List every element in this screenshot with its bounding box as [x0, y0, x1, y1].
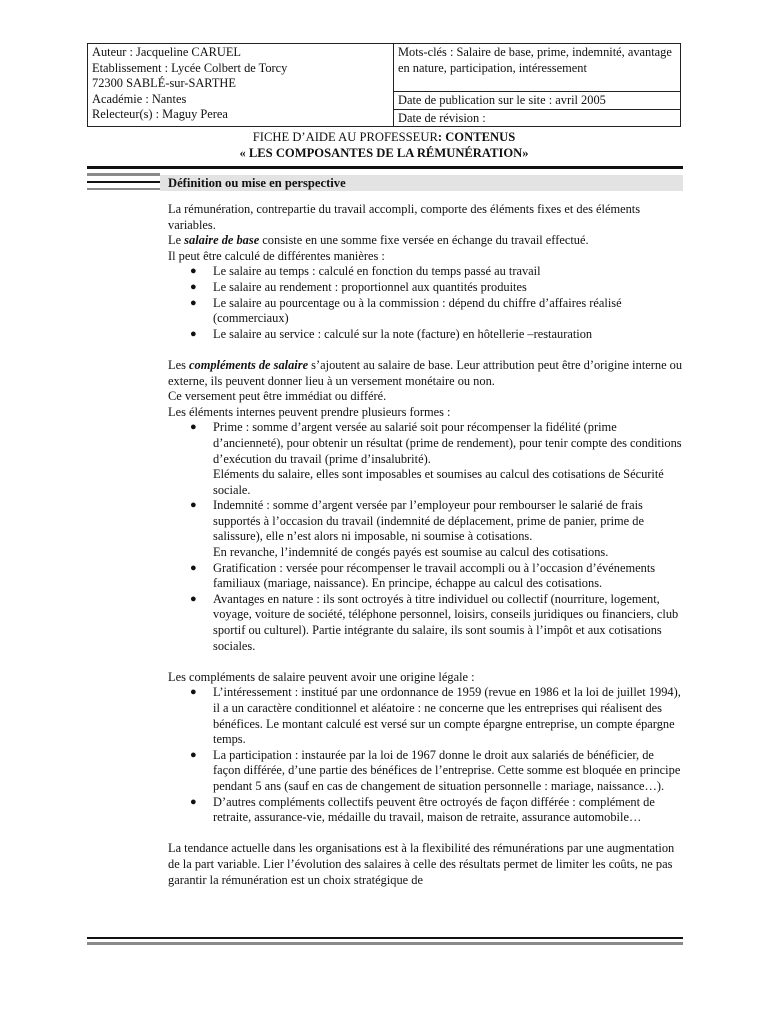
text-span: Le: [168, 233, 185, 248]
section-title: Définition ou mise en perspective: [168, 176, 346, 190]
bullet-icon: ●: [190, 421, 197, 434]
bullet-icon: ●: [190, 327, 197, 340]
bullet-list: [168, 420, 683, 654]
text-span: s’ajoutent au salaire de base. Leur attribution peut être d’origine interne ou externe, ils peuvent donner lieu à un versement monétaire ou non.: [168, 357, 683, 388]
city-line: 72300 SABLÉ-sur-SARTHE: [92, 76, 236, 91]
list-item-text: La participation : instaurée par la loi de 1967 donne le droit aux salariés de bénéficier, de façon différée, d’une partie des bénéfices de l’entreprise. Cette somme est bloquée en principe pendant 5 ans (sauf en cas de changement de situation personnelle : mariage, naissance…).: [213, 747, 681, 793]
school-line: Etablissement : Lycée Colbert de Torcy: [92, 60, 288, 75]
list-item: [190, 420, 683, 498]
bullet-icon: ●: [190, 265, 197, 278]
text-span: Les: [168, 357, 189, 372]
bullet-icon: ●: [190, 280, 197, 293]
list-item-text: Indemnité : somme d’argent versée par l’employeur pour rembourser le salarié de frais supportés à l’occasion du travail (indemnité de déplacement, prime de panier, prime de salissure), elle n’est alors ni imposable, ni soumise à cotisations.: [213, 498, 644, 544]
list-item-text: Le salaire au temps : calculé en fonction du temps passé au travail: [213, 264, 541, 279]
paragraph: Ce versement peut être immédiat ou différé.: [168, 389, 387, 404]
bullet-list: [168, 685, 683, 825]
term-complements-de-salaire: compléments de salaire: [189, 357, 309, 372]
bullet-icon: ●: [190, 748, 197, 761]
list-item: [190, 264, 683, 280]
bottom-rule-grey: [87, 942, 683, 945]
paragraph: La tendance actuelle dans les organisations est à la flexibilité des rémunérations par une augmentation de la part variable. Lier l’évolution des salaires à celle des résultats permet de limiter les coûts, ne pas garantir la rémunération est un choix stratégique de: [168, 841, 675, 887]
author-line: Auteur : Jacqueline CARUEL: [92, 45, 241, 59]
list-item-text: L’intéressement : institué par une ordonnance de 1959 (revue en 1986 et la loi de juillet 1994), il a un caractère conditionnel et aléatoire : ne concerne que les entreprises qui réalisent des bénéfices. Le montant calculé est versé sur un compte épargne entreprise, un compte épargne temps.: [213, 685, 681, 747]
text-span: consiste en une somme fixe versée en échange du travail effectué.: [259, 233, 589, 248]
list-item: [190, 794, 683, 826]
title-subtitle: « LES COMPOSANTES DE LA RÉMUNÉRATION»: [239, 146, 529, 160]
paragraph: Il peut être calculé de différentes manières :: [168, 248, 385, 263]
header-table: [87, 43, 681, 127]
list-item-text: Gratification : versée pour récompenser le travail accompli ou à l’occasion d’événements familiaux (mariage, naissance). En principe, échappe au calcul des cotisations.: [213, 560, 656, 591]
list-item: [190, 326, 683, 343]
list-item: [190, 685, 683, 747]
bullet-icon: ●: [190, 499, 197, 512]
bullet-icon: ●: [190, 592, 197, 605]
publication-date-cell: Date de publication sur le site : avril 2005: [394, 92, 681, 110]
list-item-text: D’autres compléments collectifs peuvent être octroyés de façon différée : complément de retraite, assurance-vie, médaille du travail, maison de retraite, assurance automobile…: [213, 794, 655, 825]
body-content: [168, 202, 683, 888]
top-rule-dark: [87, 166, 683, 169]
term-salaire-de-base: salaire de base: [184, 233, 260, 248]
bullet-icon: ●: [190, 296, 197, 309]
paragraph: [168, 233, 683, 249]
list-item-text: Le salaire au service : calculé sur la note (facture) en hôtellerie –restauration: [213, 326, 593, 341]
document-title: [87, 129, 681, 161]
list-item-text: Avantages en nature : ils sont octroyés à titre individuel ou collectif (nourriture, logement, voyage, voiture de société, téléphone personnel, loisirs, conseils juridiques ou financiers, club sportif ou culturel). Partie intégrante du salaire, ils sont soumis à l’impôt et aux cotisations sociales.: [213, 591, 679, 653]
list-item: [190, 279, 683, 296]
paragraph: Les éléments internes peuvent prendre plusieurs formes :: [168, 404, 451, 419]
list-item: [190, 747, 683, 795]
paragraph: Les compléments de salaire peuvent avoir une origine légale :: [168, 669, 475, 684]
revision-date-cell: Date de révision :: [394, 109, 681, 127]
bullet-icon: ●: [190, 795, 197, 808]
list-item: [190, 591, 683, 654]
author-cell: [88, 44, 394, 127]
top-rule-grey-left: [87, 173, 160, 176]
paragraph: [168, 358, 683, 389]
list-item: [190, 560, 683, 592]
paragraph: La rémunération, contrepartie du travail accompli, comporte des éléments fixes et des éléments variables.: [168, 202, 641, 232]
bullet-icon: ●: [190, 686, 197, 699]
bottom-rule-dark: [87, 937, 683, 939]
keywords-cell: Mots-clés : Salaire de base, prime, indemnité, avantage en nature, participation, intéressement: [394, 44, 681, 92]
academy-line: Académie : Nantes: [92, 91, 187, 106]
bullet-list: [168, 264, 683, 342]
top-rule-grey-left-2: [87, 188, 160, 190]
list-item-subtext: Eléments du salaire, elles sont imposables et soumises au calcul des cotisations de Sécurité sociale.: [213, 467, 664, 497]
top-rule-dark-left: [87, 181, 160, 183]
bullet-icon: ●: [190, 561, 197, 574]
list-item-text: Le salaire au rendement : proportionnel aux quantités produites: [213, 279, 527, 294]
reviewer-line: Relecteur(s) : Maguy Perea: [92, 107, 228, 122]
title-prefix: FICHE D’AIDE AU PROFESSEUR: [252, 130, 438, 144]
title-bold: : CONTENUS: [437, 130, 516, 144]
list-item-subtext: En revanche, l’indemnité de congés payés est soumise au calcul des cotisations.: [213, 545, 609, 560]
list-item: [190, 498, 683, 560]
list-item-text: Le salaire au pourcentage ou à la commission : dépend du chiffre d’affaires réalisé (commerciaux): [213, 295, 622, 326]
list-item-text: Prime : somme d’argent versée au salarié soit pour récompenser la fidélité (prime d’ancienneté), pour obtenir un résultat (prime de rendement), pour tenir compte des conditions d’exécution du travail (prime d’insalubrité).: [213, 420, 682, 466]
list-item: [190, 295, 683, 327]
